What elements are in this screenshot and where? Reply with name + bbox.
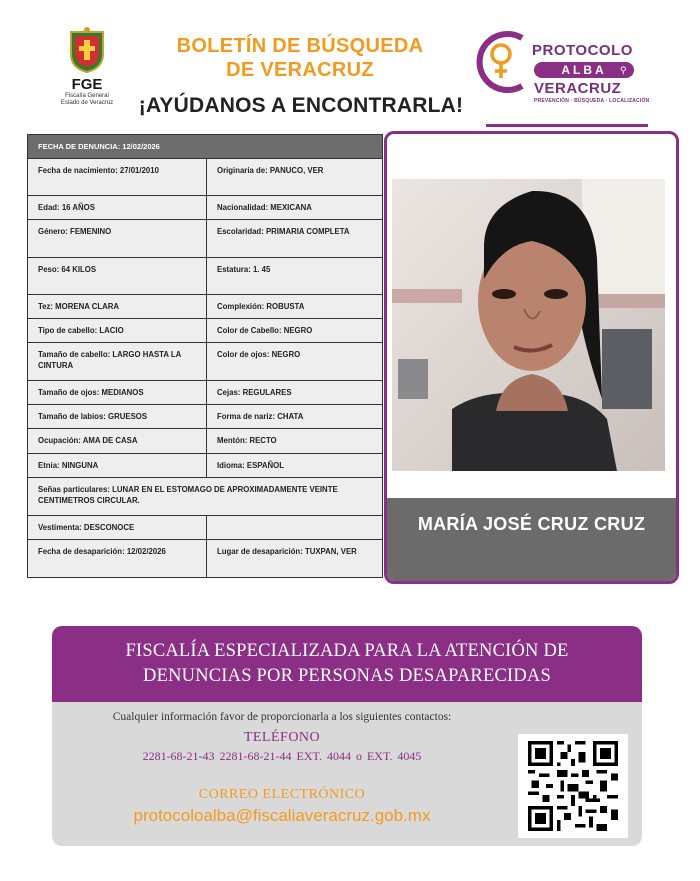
help-find-her-heading: ¡AYÚDANOS A ENCONTRARLA! [138,94,464,117]
table-row [28,404,382,428]
disappearance-date: Fecha de desaparición: 12/02/2026 [28,540,207,577]
table-row [28,195,382,219]
fiscalia-banner [52,626,642,702]
person-name: MARÍA JOSÉ CRUZ CRUZ [417,514,646,534]
table-row [28,515,382,539]
alba-tagline: PREVENCIÓN · BÚSQUEDA · LOCALIZACIÓN [534,98,650,104]
phone-label: TELÉFONO [243,730,321,745]
nose-shape: Forma de nariz: CHATA [217,412,304,421]
eyebrows: Cejas: REGULARES [217,388,292,397]
contact-intro: Cualquier información favor de proporcionarla a los siguientes contactos: [112,711,452,723]
org-name-line2: Estado de Veracruz [60,100,114,106]
fiscalia-line2: DENUNCIAS POR PERSONAS DESAPARECIDAS [143,666,551,686]
magnifier-icon: ⚲ [620,65,627,75]
chin: Mentón: RECTO [217,436,277,445]
skin-tone: Tez: MORENA CLARA [28,295,207,318]
weight: Peso: 64 KILOS [28,258,207,294]
bulletin-title-line2: DE VERACRUZ [226,59,374,81]
hair-type: Tipo de cabello: LACIO [28,319,207,342]
qr-code[interactable] [518,734,628,838]
age: Edad: 16 AÑOS [28,196,207,219]
disappearance-place: Lugar de desaparición: TUXPAN, VER [217,547,357,556]
alba-pill: ALBA [534,62,634,78]
build: Complexión: ROBUSTA [217,302,305,311]
alba-protocolo-text: PROTOCOLO [532,42,633,59]
missing-person-photo [392,179,665,471]
alba-veracruz-text: VERACRUZ [534,80,622,97]
gender: Género: FEMENINO [28,220,207,257]
email-label: CORREO ELECTRÓNICO [198,787,366,802]
veracruz-shield-icon [65,26,109,74]
qr-code-icon [525,741,621,831]
table-row [28,453,382,477]
protocolo-alba-logo [470,28,660,108]
org-name-line1: Fiscalía General [65,93,109,99]
table-row [28,318,382,342]
bulletin-title [150,34,450,82]
table-row [28,539,382,577]
hair-length: Tamaño de cabello: LARGO HASTA LA CINTURA [28,343,207,380]
bulletin-title-line1: BOLETÍN DE BÚSQUEDA [176,35,424,57]
name-banner [387,498,676,584]
table-row [28,219,382,257]
table-row [28,257,382,294]
education: Escolaridad: PRIMARIA COMPLETA [217,227,350,236]
eye-size: Tamaño de ojos: MEDIANOS [28,381,207,404]
table-row [28,158,382,195]
table-row [28,294,382,318]
height: Estatura: 1. 45 [217,265,271,274]
phone-numbers[interactable]: 2281-68-21-43 2281-68-21-44 EXT. 4044 o EXT. 4045 [142,749,422,763]
clothing: Vestimenta: DESCONOCE [28,516,207,539]
ethnicity: Etnia: NINGUNA [28,454,207,477]
org-abbreviation: FGE [71,76,103,93]
empty-cell [207,516,382,539]
language: Idioma: ESPAÑOL [217,461,285,470]
person-info-table [27,134,383,578]
eye-color: Color de ojos: NEGRO [217,350,301,359]
fge-logo [52,26,122,107]
hair-color: Color de Cabello: NEGRO [217,326,313,335]
nationality: Nacionalidad: MEXICANA [217,203,312,212]
fiscalia-line1: FISCALÍA ESPECIALIZADA PARA LA ATENCIÓN DE [125,641,569,661]
email-link[interactable]: protocoloalba@fiscaliaveracruz.gob.mx [133,806,431,825]
table-row [28,342,382,380]
report-date: FECHA DE DENUNCIA: 12/02/2026 [28,135,382,158]
photo-panel [384,131,679,584]
female-symbol-icon [470,28,532,102]
origin: Originaria de: PANUCO, VER [217,166,324,175]
contact-panel [52,702,642,846]
occupation: Ocupación: AMA DE CASA [28,429,207,453]
table-row [28,477,382,515]
birth-date: Fecha de nacimiento: 27/01/2010 [28,159,207,195]
header-divider [486,124,648,127]
table-row [28,428,382,453]
lip-size: Tamaño de labios: GRUESOS [28,405,207,428]
table-row [28,380,382,404]
distinguishing-marks: Señas particulares: LUNAR EN EL ESTOMAGO DE APROXIMADAMENTE VEINTE CENTIMETROS CIRCULAR. [38,485,338,505]
